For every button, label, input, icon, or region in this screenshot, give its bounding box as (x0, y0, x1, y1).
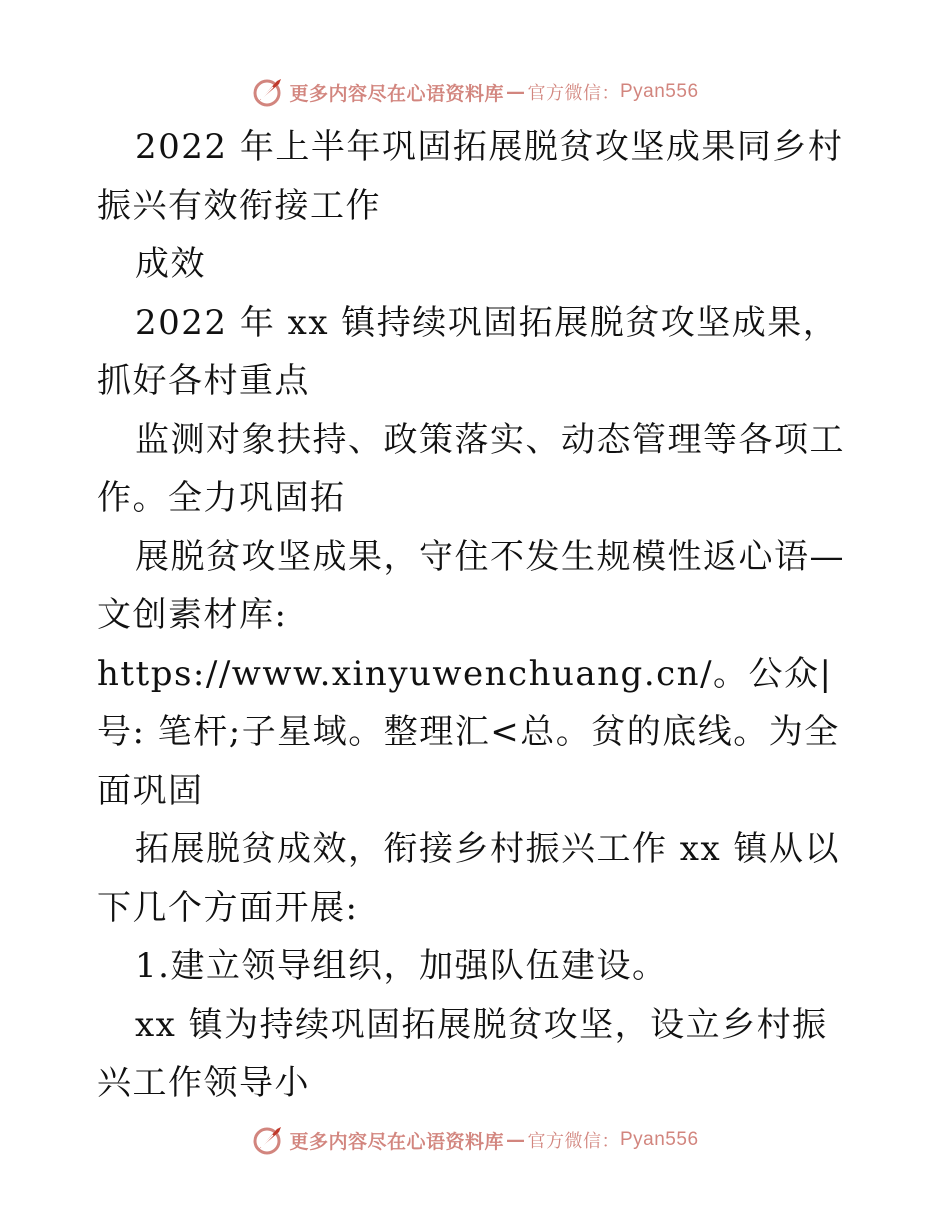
paragraph: 成效 (135, 244, 206, 284)
paragraph: 展脱贫攻坚成果，守住不发生规模性返心语—文创素材库: https://www.xinyuwenchuang.cn/。公众|号: 笔杆;子星域。整理汇<总。贫的底线。为全面巩固 (97, 536, 845, 811)
paragraph: 监测对象扶持、政策落实、动态管理等各项工作。全力巩固拓 (97, 419, 845, 518)
paragraph: 2022 年 xx 镇持续巩固拓展脱贫攻坚成果，抓好各村重点 (97, 302, 839, 401)
header-watermark (0, 72, 950, 112)
footer-watermark (0, 1120, 950, 1160)
paragraph: 2022 年上半年巩固拓展脱贫攻坚成果同乡村振兴有效衔接工作 (97, 127, 844, 226)
banner-account: Pyan556 (620, 81, 699, 102)
banner-wechat-label: 官方微信： (527, 1131, 620, 1152)
banner-text: 更多内容尽在心语资料库 (289, 82, 504, 105)
banner-dash: — (506, 1129, 526, 1151)
banner-wechat-label: 官方微信： (527, 83, 620, 104)
document-body (97, 118, 857, 1113)
banner-dash: — (506, 81, 526, 103)
banner-text: 更多内容尽在心语资料库 (289, 1130, 504, 1153)
feather-pen-logo-icon (251, 1123, 285, 1157)
feather-pen-logo-icon (251, 75, 285, 109)
paragraph: xx 镇为持续巩固拓展脱贫攻坚，设立乡村振兴工作领导小 (97, 1004, 828, 1103)
paragraph: 拓展脱贫成效，衔接乡村振兴工作 xx 镇从以下几个方面开展: (97, 829, 840, 928)
banner-account: Pyan556 (620, 1129, 699, 1150)
paragraph: 1.建立领导组织，加强队伍建设。 (135, 946, 668, 986)
